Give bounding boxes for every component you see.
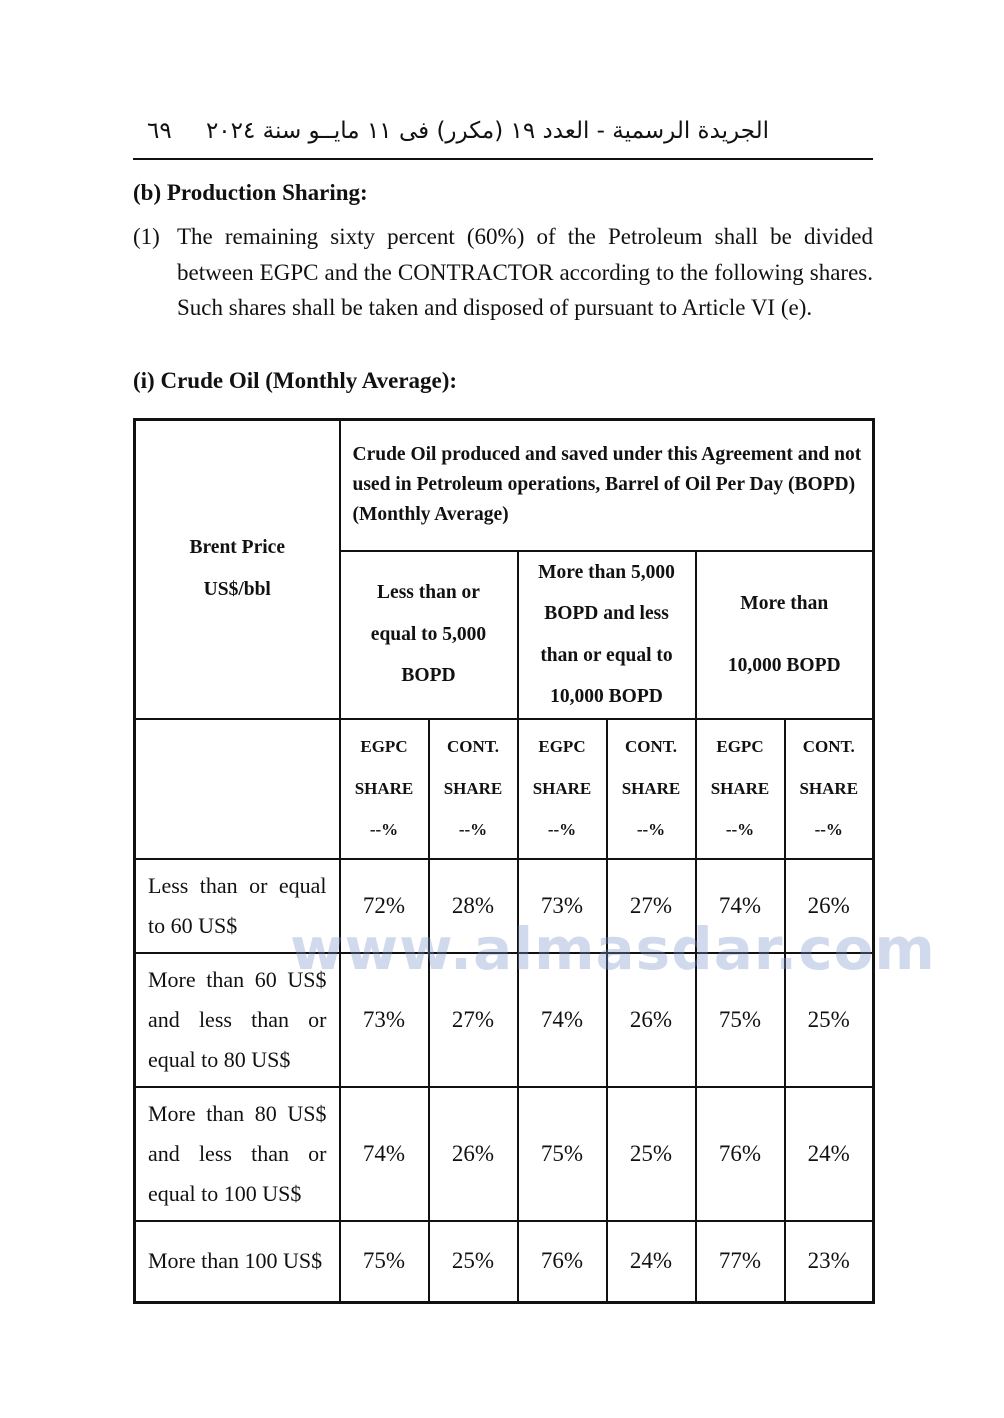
share-header (785, 719, 874, 859)
share-value: 26% (785, 859, 874, 953)
paragraph-text: The remaining sixty percent (60%) of the Petroleum shall be divided between EGPC and the CONTRACTOR according to the following shares. Such shares shall be taken and disposed of pursuant to Article VI (e). (177, 224, 873, 320)
share-value: 74% (696, 859, 785, 953)
page-number: ٦٩ (147, 118, 172, 143)
production-sharing-table (133, 418, 875, 1304)
brent-range-label: More than 60 US$ and less than or equal to 80 US$ (135, 953, 340, 1087)
share-header (340, 719, 429, 859)
page-header (133, 112, 873, 160)
share-value: 73% (518, 859, 607, 953)
section-i-heading: (i) Crude Oil (Monthly Average): (133, 368, 458, 393)
share-header (429, 719, 518, 859)
brent-range-label: More than 100 US$ (135, 1221, 340, 1303)
share-line2: SHARE (443, 778, 503, 798)
range-header-mid (518, 551, 696, 719)
watermark-url: www.almasdar.com (290, 915, 936, 983)
range-line: 10,000 BOPD (550, 686, 663, 707)
paragraph-number: (1) (133, 224, 160, 249)
share-value: 25% (607, 1087, 696, 1221)
brent-price-header (135, 420, 340, 719)
table-row (135, 1087, 874, 1221)
share-value: 75% (340, 1221, 429, 1303)
share-value: 27% (429, 953, 518, 1087)
table-row (135, 859, 874, 953)
share-line1: CONT. (624, 737, 678, 757)
share-value: 74% (518, 953, 607, 1087)
share-header (607, 719, 696, 859)
table-row (135, 1221, 874, 1303)
range-line: Less than or (377, 582, 480, 604)
share-value: 75% (696, 953, 785, 1087)
share-line2: SHARE (354, 778, 414, 798)
share-header (696, 719, 785, 859)
share-value: 24% (785, 1087, 874, 1221)
range-line: equal to 5,000 (370, 623, 487, 645)
brent-header-line1: Brent Price (189, 537, 285, 559)
paragraph-1 (133, 219, 873, 326)
table-row (135, 953, 874, 1087)
brent-range-label: More than 80 US$ and less than or equal to 100 US$ (135, 1087, 340, 1221)
range-line: BOPD (401, 665, 456, 687)
share-line3: --% (369, 820, 399, 840)
section-b-heading: (b) Production Sharing: (133, 180, 368, 205)
share-line2: SHARE (710, 778, 770, 798)
share-value: 73% (340, 953, 429, 1087)
share-value: 25% (429, 1221, 518, 1303)
share-line1: CONT. (802, 737, 855, 757)
share-value: 76% (696, 1087, 785, 1221)
share-value: 24% (607, 1221, 696, 1303)
share-value: 75% (518, 1087, 607, 1221)
share-line2: SHARE (799, 778, 859, 798)
share-value: 27% (607, 859, 696, 953)
range-line: More than 5,000 (538, 561, 675, 583)
share-line3: --% (458, 820, 488, 840)
crude-oil-header: Crude Oil produced and saved under this Agreement and not used in Petroleum operations, Barrel of Oil Per Day (BOPD) (Monthly Average) (340, 420, 874, 551)
share-value: 77% (696, 1221, 785, 1303)
share-line2: SHARE (532, 778, 592, 798)
share-value: 72% (340, 859, 429, 953)
range-header-high (696, 551, 874, 719)
empty-header-cell (135, 719, 340, 859)
share-value: 28% (429, 859, 518, 953)
share-line3: --% (636, 820, 666, 840)
range-line: BOPD and less (544, 603, 669, 624)
range-header-low (340, 551, 518, 719)
share-line1: EGPC (538, 737, 586, 757)
share-line2: SHARE (621, 778, 681, 798)
share-line3: --% (725, 820, 755, 840)
brent-header-line2: US$/bbl (203, 579, 271, 601)
range-line: More than (740, 592, 829, 614)
share-value: 74% (340, 1087, 429, 1221)
share-line1: CONT. (446, 737, 500, 757)
share-line1: EGPC (716, 737, 764, 757)
share-line3: --% (814, 820, 843, 840)
share-value: 23% (785, 1221, 874, 1303)
share-line3: --% (547, 820, 577, 840)
range-line: than or equal to (540, 644, 673, 666)
share-value: 76% (518, 1221, 607, 1303)
share-value: 26% (607, 953, 696, 1087)
share-line1: EGPC (360, 737, 408, 757)
share-value: 25% (785, 953, 874, 1087)
share-value: 26% (429, 1087, 518, 1221)
publication-title: الجريدة الرسمية - العدد ١٩ (مكرر) فى ١١ مايــو سنة ٢٠٢٤ (205, 118, 769, 144)
share-header (518, 719, 607, 859)
range-line: 10,000 BOPD (727, 654, 841, 676)
brent-range-label: Less than or equal to 60 US$ (135, 859, 340, 953)
